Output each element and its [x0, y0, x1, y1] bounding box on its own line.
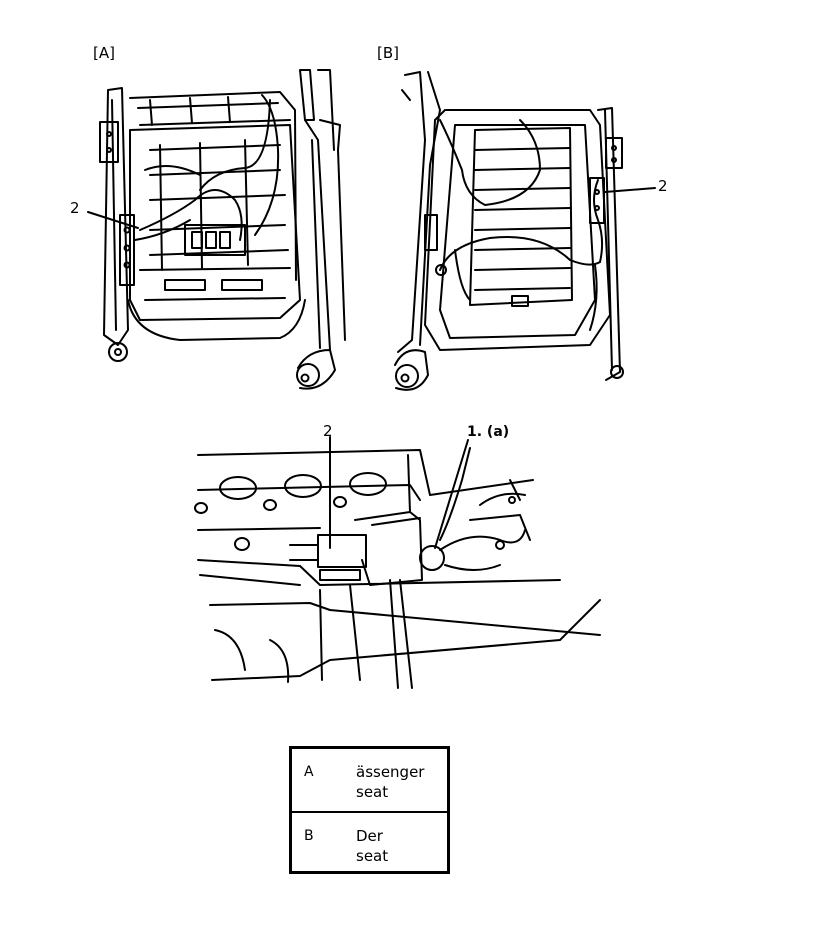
- callout-b-2: 2: [658, 177, 668, 195]
- legend-table: [289, 746, 450, 874]
- legend-row: [292, 749, 447, 811]
- panel-a-seat-frame: [88, 70, 345, 389]
- panel-a-label: [A]: [93, 44, 115, 62]
- legend-key: B: [304, 828, 314, 844]
- legend-text: Der seat: [356, 827, 389, 865]
- detail-connector-view: [195, 437, 600, 688]
- callout-detail-1a: 1. (a): [467, 424, 510, 440]
- panel-b-seat-frame: [395, 72, 655, 390]
- panel-b-label: [B]: [377, 44, 399, 62]
- callout-detail-2: 2: [323, 422, 333, 440]
- legend-row: [292, 811, 447, 875]
- legend-key: A: [304, 764, 314, 780]
- callout-a-2: 2: [70, 199, 80, 217]
- legend-text: ässenger seat: [356, 763, 425, 801]
